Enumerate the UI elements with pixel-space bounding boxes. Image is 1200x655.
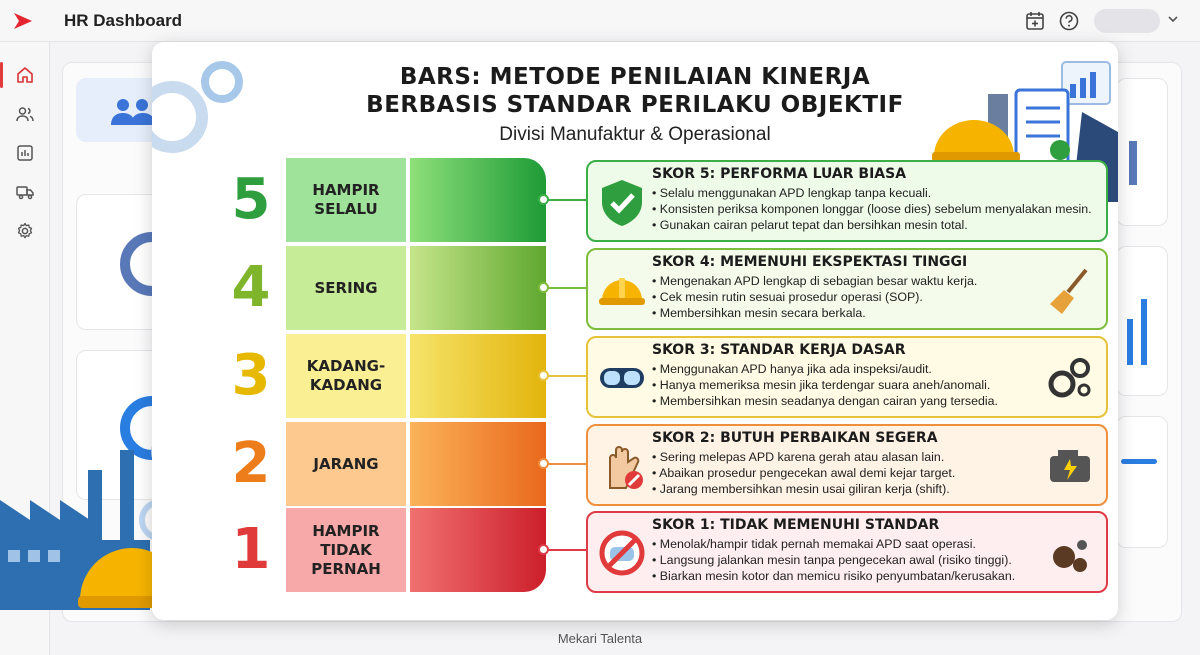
hard-hat-icon [596,264,648,316]
behavior-item: • Menolak/hampir tidak pernah memakai APD saat operasi. [652,536,1015,552]
calendar-add-icon[interactable] [1024,10,1046,32]
progress-list-card [1116,416,1168,548]
truck-icon [15,182,35,202]
behavior-item: • Selalu menggunakan APD lengkap tanpa kecuali. [652,185,1092,201]
score-number: 3 [231,343,271,408]
frequency-label: JARANG [286,422,406,506]
behavior-item: • Menggunakan APD hanya jika ada inspeksi/audit. [652,361,998,377]
connector-line [548,199,586,201]
connector-line [548,463,586,465]
settings-icon [15,221,35,241]
connector-dot [538,194,549,205]
connector-dot [538,370,549,381]
help-icon[interactable] [1058,10,1080,32]
behavior-item: • Cek mesin rutin sesuai prosedur operasi (SOP). [652,289,977,305]
connector-line [548,375,586,377]
bars-infographic [152,42,1118,620]
no-mask-icon [596,527,648,579]
behavior-item: • Sering melepas APD karena gerah atau alasan lain. [652,449,955,465]
behavior-item: • Hanya memeriksa mesin jika terdengar suara aneh/anomali. [652,377,998,393]
gradient-bar-segment [410,246,546,330]
goggles-icon [596,352,648,404]
user-menu[interactable] [1094,9,1160,33]
gradient-bar-segment [410,422,546,506]
bar-chart-card-2 [1116,246,1168,396]
score-title: SKOR 3: STANDAR KERJA DASAR [652,342,906,358]
score-description-card [586,511,1108,593]
connector-line [548,549,586,551]
behavior-item: • Biarkan mesin kotor dan memicu risiko penyumbatan/kerusakan. [652,568,1015,584]
score-description-card [586,248,1108,330]
score-title: SKOR 5: PERFORMA LUAR BIASA [652,166,907,182]
behavior-item: • Membersihkan mesin seadanya dengan cairan yang tersedia. [652,393,998,409]
people-icon [15,104,35,124]
gradient-bar-segment [410,334,546,418]
app-logo-icon[interactable] [12,11,34,31]
behavior-item: • Konsisten periksa komponen longgar (loose dies) sebelum menyalakan mesin. [652,201,1092,217]
brush-icon [1044,264,1096,316]
oil-splash-icon [1044,527,1096,579]
behavior-item: • Mengenakan APD lengkap di sebagian besar waktu kerja. [652,273,977,289]
sidebar-item-settings[interactable] [8,216,42,246]
connector-dot [538,282,549,293]
shield-check-icon [596,176,648,228]
score-title: SKOR 1: TIDAK MEMENUHI STANDAR [652,517,940,533]
frequency-label: KADANG- KADANG [286,334,406,418]
behavior-item: • Membersihkan mesin secara berkala. [652,305,977,321]
behavior-item: • Gunakan cairan pelarut tepat dan bersihkan mesin total. [652,217,1092,233]
app-title: HR Dashboard [64,11,183,30]
connector-line [548,287,586,289]
behavior-item: • Jarang membersihkan mesin usai giliran kerja (shift). [652,481,955,497]
frequency-label: HAMPIR SELALU [286,158,406,242]
behavior-list [652,185,1092,233]
gears-icon [1044,352,1096,404]
people-icon [109,97,157,127]
score-number: 5 [231,167,271,232]
score-title: SKOR 4: MEMENUHI EKSPEKTASI TINGGI [652,254,968,270]
connector-dot [538,458,549,469]
infographic-title-line1: BARS: METODE PENILAIAN KINERJA [399,64,871,90]
frequency-label: HAMPIR TIDAK PERNAH [286,508,406,592]
sidebar-item-home[interactable] [8,60,42,90]
home-icon [15,65,35,85]
behavior-list [652,273,977,321]
connector-dot [538,544,549,555]
footer-brand: Mekari Talenta [557,631,643,646]
behavior-item: • Abaikan prosedur pengecekan awal demi kejar target. [652,465,955,481]
score-title: SKOR 2: BUTUH PERBAIKAN SEGERA [652,430,938,446]
engine-warning-icon [1044,440,1096,492]
top-bar [0,0,1200,42]
behavior-list [652,536,1015,584]
chevron-down-icon[interactable] [1166,12,1180,26]
infographic-title-line2: BERBASIS STANDAR PERILAKU OBJEKTIF [366,92,904,118]
score-number: 1 [231,517,271,582]
sidebar-item-logistics[interactable] [8,177,42,207]
frequency-label: SERING [286,246,406,330]
sidebar-item-people[interactable] [8,99,42,129]
hand-stop-icon [596,440,648,492]
score-description-card [586,160,1108,242]
score-number: 4 [231,255,271,320]
behavior-list [652,449,955,497]
bar-chart-card [1116,78,1168,226]
sidebar-item-report[interactable] [8,138,42,168]
behavior-item: • Langsung jalankan mesin tanpa pengecekan awal (risiko tinggi). [652,552,1015,568]
score-description-card [586,424,1108,506]
gradient-bar-segment [410,158,546,242]
report-icon [15,143,35,163]
infographic-subtitle: Divisi Manufaktur & Operasional [499,124,771,145]
behavior-list [652,361,998,409]
gradient-bar-segment [410,508,546,592]
score-description-card [586,336,1108,418]
score-number: 2 [231,431,271,496]
